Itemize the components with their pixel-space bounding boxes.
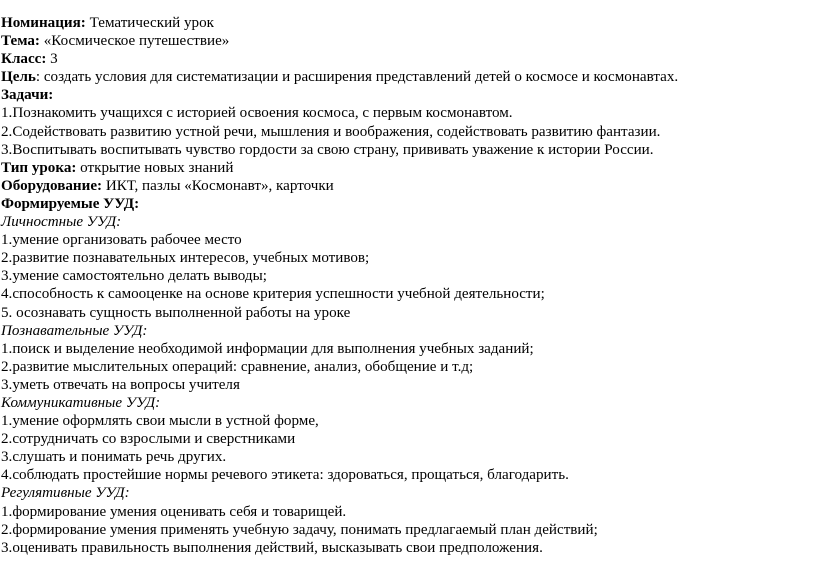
goal-value: : создать условия для систематизации и расширения представлений детей о космосе и космонавтах. [35, 69, 679, 86]
grade-label: Класс: [1, 51, 47, 68]
tasks-heading: Задачи: [1, 87, 54, 104]
grade-value: 3 [50, 51, 58, 68]
regulatory-uud-heading: Регулятивные УУД: [1, 485, 130, 502]
topic-line [1, 32, 813, 50]
personal-uud-item: 1.умение организовать рабочее место [1, 232, 242, 249]
cognitive-uud-heading: Познавательные УУД: [1, 322, 148, 339]
nomination-value: Тематический урок [89, 15, 214, 31]
task-item: 1.Познакомить учащихся с историей освоения космоса, с первым космонавтом. [1, 105, 513, 122]
cognitive-uud-item: 2.развитие мыслительных операций: сравнение, анализ, обобщение и т.д; [1, 358, 474, 375]
personal-uud-item: 2.развитие познавательных интересов, учебных мотивов; [1, 250, 370, 267]
topic-label: Тема: [1, 33, 40, 50]
task-item: 2.Содействовать развитию устной речи, мышления и воображения, содействовать развитию фантазии. [1, 123, 661, 140]
nomination-line [1, 14, 813, 32]
regulatory-uud-item: 2.формирование умения применять учебную задачу, понимать предлагаемый план действий; [1, 521, 598, 538]
communicative-uud-heading: Коммуникативные УУД: [1, 394, 161, 411]
nomination-label: Номинация: [1, 15, 86, 31]
equipment-label: Оборудование: [1, 177, 103, 194]
equipment-value: ИКТ, пазлы «Космонавт», карточки [102, 177, 334, 194]
personal-uud-item: 4.способность к самооценке на основе критерия успешности учебной деятельности; [1, 286, 545, 303]
communicative-uud-item: 4.соблюдать простейшие нормы речевого этикета: здороваться, прощаться, благодарить. [1, 467, 569, 484]
communicative-uud-item: 2.сотрудничать со взрослыми и сверстниками [1, 431, 296, 448]
cognitive-uud-item: 3.уметь отвечать на вопросы учителя [1, 376, 240, 393]
goal-line [1, 68, 813, 86]
lesson-plan-document [1, 14, 813, 557]
communicative-uud-item: 3.слушать и понимать речь других. [1, 449, 227, 466]
cognitive-uud-item: 1.поиск и выделение необходимой информации для выполнения учебных заданий; [1, 340, 534, 357]
topic-value: «Космическое путешествие» [43, 33, 230, 50]
personal-uud-heading: Личностные УУД: [1, 214, 122, 231]
regulatory-uud-item: 3.оценивать правильность выполнения действий, высказывать свои предположения. [1, 539, 543, 556]
personal-uud-item: 5. осознавать сущность выполненной работы на уроке [1, 304, 351, 321]
goal-label: Цель [1, 69, 36, 86]
equipment-line [1, 177, 813, 195]
personal-uud-item: 3.умение самостоятельно делать выводы; [1, 268, 267, 285]
lesson-type-label: Тип урока: [1, 159, 77, 176]
regulatory-uud-item: 1.формирование умения оценивать себя и товарищей. [1, 503, 347, 520]
uud-heading: Формируемые УУД: [1, 195, 140, 212]
lesson-type-line [1, 159, 813, 177]
communicative-uud-item: 1.умение оформлять свои мысли в устной форме, [1, 413, 319, 430]
task-item: 3.Воспитывать воспитывать чувство гордости за свою страну, прививать уважение к истории России. [1, 141, 654, 158]
lesson-type-value: открытие новых знаний [76, 159, 234, 176]
grade-line [1, 50, 813, 68]
